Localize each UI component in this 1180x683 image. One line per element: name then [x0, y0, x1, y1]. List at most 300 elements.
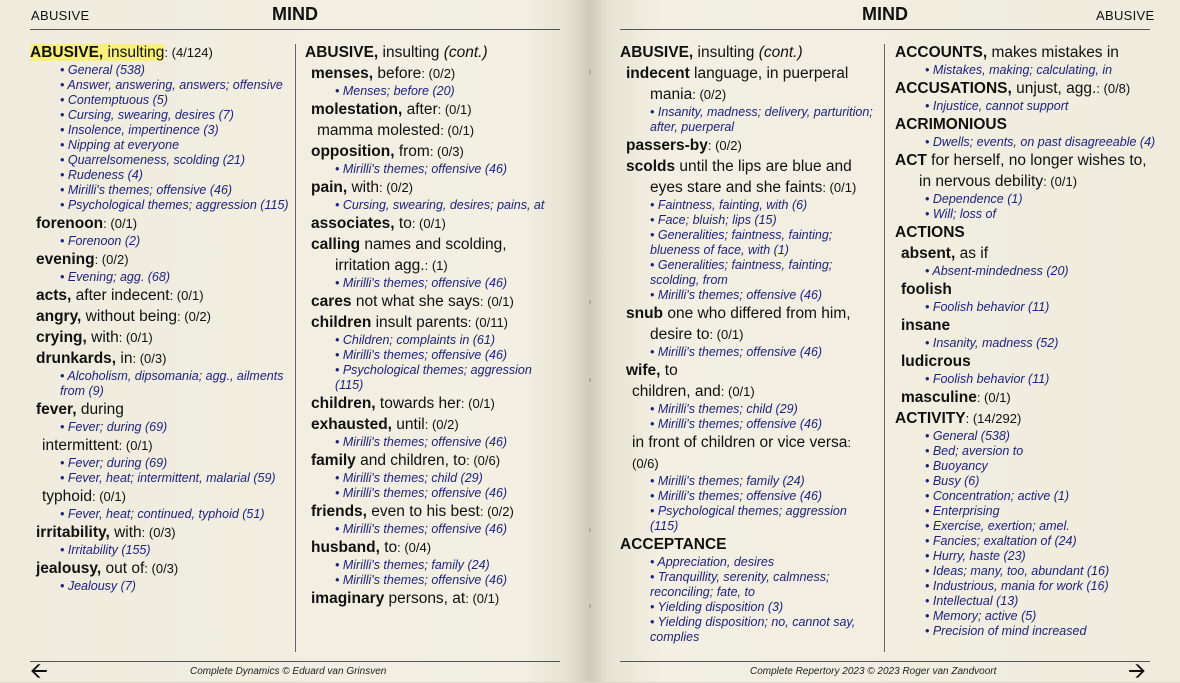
rubric-main-word: ACT	[895, 152, 927, 169]
rubric-title	[36, 329, 119, 346]
rubric-main-word: ACTIONS	[895, 224, 965, 241]
remedy-count: : (0/1)	[479, 294, 514, 309]
cross-reference-link[interactable]: • Concentration; active (1)	[925, 489, 1070, 503]
rubric-title	[632, 383, 721, 400]
rubric-main-word: molestation,	[311, 101, 403, 118]
cross-references	[895, 336, 1157, 351]
rubric-title	[42, 437, 119, 454]
cross-references	[895, 264, 1157, 279]
rubric-title	[311, 143, 430, 160]
cross-reference-link[interactable]: • Answer, answering, answers; offensive	[60, 78, 283, 92]
cross-references	[895, 429, 1157, 639]
rubric-entry[interactable]	[895, 279, 1157, 300]
continued-label: (cont.)	[758, 44, 803, 61]
rubric-entry[interactable]	[305, 393, 563, 414]
cross-reference-link[interactable]: • Mirilli's themes; offensive (46)	[335, 486, 508, 500]
rubric-entry[interactable]	[620, 63, 878, 105]
remedy-count: : (0/1)	[1043, 174, 1078, 189]
rubric-main-word: acts,	[36, 287, 72, 304]
rubric-main-word: ACCEPTANCE	[620, 536, 727, 553]
rubric-entry[interactable]	[30, 213, 290, 234]
cross-references	[30, 507, 290, 522]
rubric-title	[311, 590, 465, 607]
rubric-text: until	[391, 416, 425, 433]
cross-reference-link[interactable]: • Contemptuous (5)	[60, 93, 168, 107]
rubric-entry[interactable]	[30, 249, 290, 270]
rubric-main-word: insane	[901, 317, 951, 334]
cross-references	[30, 420, 290, 435]
cross-reference-link[interactable]: • Face; bluish; lips (15)	[650, 213, 777, 227]
rubric-main-word: menses,	[311, 65, 374, 82]
cross-reference-link[interactable]: • Mirilli's themes; offensive (46)	[335, 573, 508, 587]
rubric-main-word: ABUSIVE,	[305, 44, 379, 61]
rubric-entry[interactable]	[30, 486, 290, 507]
cross-reference-link[interactable]: • Quarrelsomeness, scolding (21)	[60, 153, 246, 167]
rubric-entry[interactable]	[895, 222, 1157, 243]
left-header-rule	[30, 29, 560, 30]
cross-reference-link[interactable]: • Busy (6)	[925, 474, 980, 488]
rubric-title	[311, 65, 421, 82]
rubric-main-word: exhausted,	[311, 416, 392, 433]
rubric-main-word: scolds	[626, 158, 676, 175]
rubric-entry[interactable]	[30, 348, 290, 369]
rubric-title	[626, 158, 852, 196]
rubric-main-word: jealousy,	[36, 560, 102, 577]
rubric-title	[895, 44, 1119, 61]
cross-references	[620, 198, 878, 303]
rubric-main-word: foolish	[901, 281, 952, 298]
right-column-2	[895, 42, 1157, 639]
rubric-title	[317, 122, 440, 139]
rubric-main-word: cares	[311, 293, 352, 310]
rubric-title	[42, 488, 92, 505]
rubric-title	[311, 452, 466, 469]
rubric-title	[626, 65, 848, 103]
cross-references	[30, 270, 290, 285]
rubric-text: before	[373, 65, 422, 82]
cross-reference-link[interactable]: • Psychological themes; aggression (115)	[60, 198, 289, 212]
rubric-entry[interactable]	[620, 534, 878, 555]
cross-reference-link[interactable]: • Evening; agg. (68)	[60, 270, 170, 284]
continued-label: (cont.)	[443, 44, 488, 61]
cross-reference-link[interactable]: • Irritability (155)	[60, 543, 151, 557]
cross-reference-link[interactable]: • Psychological themes; aggression (115)	[335, 363, 532, 392]
cross-reference-link[interactable]: • Mirilli's themes; offensive (46)	[650, 417, 823, 431]
rubric-text: even to his best	[366, 503, 480, 520]
cross-references	[30, 456, 290, 486]
cross-reference-link[interactable]: • Yielding disposition; no, cannot say, complies	[650, 615, 856, 644]
rubric-entry[interactable]	[895, 408, 1157, 429]
cross-reference-link[interactable]: • Rudeness (4)	[60, 168, 143, 182]
rubric-entry[interactable]	[305, 450, 563, 471]
rubric-text: with	[109, 524, 142, 541]
rubric-main-word: drunkards,	[36, 350, 117, 367]
cross-reference-link[interactable]: • Insanity, madness (52)	[925, 336, 1059, 350]
remedy-count: : (0/2)	[707, 138, 742, 153]
rubric-title	[311, 293, 480, 310]
remedy-count: : (0/3)	[144, 561, 179, 576]
rubric-title	[895, 410, 966, 427]
rubric-text: from	[394, 143, 430, 160]
rubric-main-word: imaginary	[311, 590, 385, 607]
rubric-text: not what she says	[351, 293, 480, 310]
rubric-title	[36, 308, 177, 325]
cross-references	[305, 198, 563, 213]
cross-references	[305, 84, 563, 99]
cross-reference-link[interactable]: • Will; loss of	[925, 207, 996, 221]
left-footer-rule	[30, 661, 560, 662]
rubric-title	[311, 236, 507, 274]
cross-reference-link[interactable]: • Ideas; many, too, abundant (16)	[925, 564, 1110, 578]
rubric-entry[interactable]	[620, 360, 878, 381]
rubric-title	[895, 116, 1007, 133]
cross-reference-link[interactable]: • Mirilli's themes; offensive (46)	[650, 288, 823, 302]
cross-reference-link[interactable]: • Generalities; faintness, fainting; scolding, from	[650, 258, 833, 287]
rubric-title	[311, 314, 468, 331]
right-header-rule	[620, 29, 1150, 30]
rubric-text: for herself, no longer wishes to, in nervous debility	[919, 152, 1147, 190]
cross-reference-link[interactable]: • Exercise, exertion; amel.	[925, 519, 1070, 533]
cross-reference-link[interactable]: • Forenoon (2)	[60, 234, 141, 248]
rubric-entry[interactable]	[30, 285, 290, 306]
rubric-text: insult parents	[371, 314, 468, 331]
previous-page-arrow-icon[interactable]: 🡨	[30, 658, 48, 683]
cross-reference-link[interactable]: • Fever, heat; continued, typhoid (51)	[60, 507, 265, 521]
remedy-count: : (0/4)	[397, 540, 432, 555]
cross-reference-link[interactable]: • Mirilli's themes; offensive (46)	[650, 489, 823, 503]
cross-reference-link[interactable]: • Yielding disposition (3)	[650, 600, 784, 614]
cross-reference-link[interactable]: • Alcoholism, dipsomania; agg., ailments from (9)	[60, 369, 284, 398]
cross-reference-link[interactable]: • Dwells; events, on past disagreeable (4)	[925, 135, 1156, 149]
rubric-main-word: angry,	[36, 308, 82, 325]
cross-reference-link[interactable]: • Mirilli's themes; child (29)	[335, 471, 483, 485]
rubric-title	[311, 503, 480, 520]
rubric-entry[interactable]	[305, 120, 563, 141]
cross-reference-link[interactable]: • General (538)	[925, 429, 1010, 443]
rubric-entry[interactable]	[30, 306, 290, 327]
rubric-entry[interactable]	[305, 537, 563, 558]
rubric-main-word: snub	[626, 305, 664, 322]
rubric-entry[interactable]	[305, 99, 563, 120]
column-divider	[884, 44, 885, 652]
rubric-entry[interactable]	[305, 291, 563, 312]
cross-references	[895, 372, 1157, 387]
cross-reference-link[interactable]: • Mirilli's themes; offensive (46)	[335, 276, 508, 290]
cross-reference-link[interactable]: • Faintness, fainting, with (6)	[650, 198, 808, 212]
rubric-entry[interactable]	[895, 150, 1157, 192]
rubric-entry[interactable]	[305, 213, 563, 234]
cross-references	[620, 474, 878, 534]
cross-reference-link[interactable]: • Fever; during (69)	[60, 456, 168, 470]
continued-heading	[620, 42, 878, 63]
remedy-count: : (1)	[424, 258, 448, 273]
remedy-count: : (0/2)	[421, 66, 456, 81]
cross-references	[30, 63, 290, 213]
remedy-count: : (0/2)	[479, 504, 514, 519]
cross-references	[305, 333, 563, 393]
rubric-text: without being	[81, 308, 178, 325]
cross-reference-link[interactable]: • Precision of mind increased	[925, 624, 1087, 638]
rubric-entry[interactable]	[30, 327, 290, 348]
rubric-text: mamma molested	[317, 122, 441, 139]
rubric-main-word: children	[311, 314, 372, 331]
rubric-title	[311, 416, 425, 433]
cross-references	[305, 522, 563, 537]
remedy-count: : (0/1)	[822, 180, 857, 195]
rubric-text: after	[402, 101, 438, 118]
rubric-entry[interactable]	[895, 315, 1157, 336]
rubric-main-word: fever,	[36, 401, 77, 418]
left-column-2	[305, 42, 563, 609]
cross-reference-link[interactable]: • General (538)	[60, 63, 145, 77]
rubric-title	[626, 137, 708, 154]
cross-reference-link[interactable]: • Nipping at everyone	[60, 138, 180, 152]
remedy-count: : (0/8)	[1096, 81, 1131, 96]
rubric-entry[interactable]	[305, 501, 563, 522]
cross-reference-link[interactable]: • Mirilli's themes; family (24)	[335, 558, 490, 572]
rubric-title	[311, 101, 438, 118]
remedy-count: : (0/1)	[169, 288, 204, 303]
rubric-entry[interactable]	[30, 558, 290, 579]
cross-references	[895, 63, 1157, 78]
column-divider	[295, 44, 296, 652]
cross-reference-link[interactable]: • Insolence, impertinence (3)	[60, 123, 219, 137]
gutter-tick	[589, 604, 591, 608]
rubric-entry[interactable]	[895, 243, 1157, 264]
cross-reference-link[interactable]: • Cursing, swearing, desires (7)	[60, 108, 234, 122]
rubric-text: insulting	[103, 44, 165, 61]
rubric-title	[311, 179, 379, 196]
cross-references	[305, 162, 563, 177]
gutter-tick	[589, 378, 591, 382]
remedy-count: : (0/1)	[709, 327, 744, 342]
left-header-chapter-section: ABUSIVE	[31, 8, 90, 23]
cross-reference-link[interactable]: • Mirilli's themes; offensive (46)	[335, 522, 508, 536]
remedy-count: : (0/3)	[141, 525, 176, 540]
rubric-main-word: family	[311, 452, 356, 469]
gutter-tick	[589, 300, 591, 304]
rubric-title	[36, 524, 142, 541]
rubric-entry[interactable]	[895, 78, 1157, 99]
rubric-main-word: forenoon	[36, 215, 104, 232]
remedy-count: : (0/1)	[976, 390, 1011, 405]
cross-reference-link[interactable]: • Tranquillity, serenity, calmness; reconciling; fate, to	[650, 570, 830, 599]
rubric-entry[interactable]	[305, 141, 563, 162]
cross-references	[620, 345, 878, 360]
cross-references	[30, 543, 290, 558]
rubric-text: as if	[955, 245, 988, 262]
rubric-main-word: opposition,	[311, 143, 395, 160]
rubric-text: and children, to	[355, 452, 467, 469]
cross-reference-link[interactable]: • Absent-mindedness (20)	[925, 264, 1069, 278]
rubric-main-word: ACTIVITY	[895, 410, 966, 427]
rubric-entry[interactable]	[30, 435, 290, 456]
rubric-title	[901, 317, 950, 334]
rubric-text: intermittent	[42, 437, 119, 454]
cross-reference-link[interactable]: • Mistakes, making; calculating, in	[925, 63, 1113, 77]
rubric-entry[interactable]	[620, 432, 878, 474]
remedy-count: : (0/2)	[94, 252, 129, 267]
cross-reference-link[interactable]: • Jealousy (7)	[60, 579, 136, 593]
rubric-text: with	[86, 329, 119, 346]
remedy-count: : (0/2)	[379, 180, 414, 195]
remedy-count: : (0/1)	[440, 123, 475, 138]
right-footer-rule	[620, 661, 1150, 662]
cross-reference-link[interactable]: • Mirilli's themes; offensive (46)	[60, 183, 233, 197]
remedy-count: : (0/1)	[720, 384, 755, 399]
cross-reference-link[interactable]: • Mirilli's themes; offensive (46)	[335, 348, 508, 362]
cross-reference-link[interactable]: • Menses; before (20)	[335, 84, 455, 98]
rubric-entry[interactable]	[305, 414, 563, 435]
next-page-arrow-icon[interactable]: 🡪	[1128, 658, 1146, 683]
rubric-entry[interactable]	[305, 177, 563, 198]
rubric-text: to	[660, 362, 678, 379]
rubric-text: in front of children or vice versa	[632, 434, 848, 451]
cross-reference-link[interactable]: • Mirilli's themes; offensive (46)	[335, 162, 508, 176]
rubric-main-word: masculine	[901, 389, 977, 406]
cross-reference-link[interactable]: • Enterprising	[925, 504, 1000, 518]
rubric-title	[36, 287, 170, 304]
rubric-entry[interactable]	[305, 588, 563, 609]
rubric-main-word: evening	[36, 251, 95, 268]
remedy-count: : (0/1)	[103, 216, 138, 231]
rubric-title	[901, 353, 971, 370]
rubric-entry[interactable]	[620, 156, 878, 198]
rubric-main-word: husband,	[311, 539, 380, 556]
rubric-title	[30, 44, 164, 61]
cross-reference-link[interactable]: • Psychological themes; aggression (115)	[650, 504, 847, 533]
cross-reference-link[interactable]: • Fancies; exaltation of (24)	[925, 534, 1077, 548]
cross-reference-link[interactable]: • Mirilli's themes; offensive (46)	[335, 435, 508, 449]
cross-reference-link[interactable]: • Children; complaints in (61)	[335, 333, 495, 347]
rubric-entry[interactable]	[305, 63, 563, 84]
rubric-entry[interactable]	[305, 312, 563, 333]
rubric-text: names and scolding, irritation agg.	[335, 236, 507, 274]
rubric-entry[interactable]	[620, 303, 878, 345]
cross-reference-link[interactable]: • Cursing, swearing, desires; pains, at	[335, 198, 545, 212]
rubric-main-word: crying,	[36, 329, 87, 346]
rubric-main-word: ABUSIVE,	[30, 44, 104, 61]
cross-references	[895, 192, 1157, 222]
rubric-text: until the lips are blue and eyes stare and she faints	[650, 158, 852, 196]
remedy-count: : (0/1)	[460, 396, 495, 411]
cross-reference-link[interactable]: • Memory; active (5)	[925, 609, 1037, 623]
right-header-chapter: MIND	[862, 4, 908, 24]
rubric-main-word: pain,	[311, 179, 348, 196]
remedy-count: : (0/1)	[411, 216, 446, 231]
right-column-1	[620, 42, 878, 645]
rubric-entry[interactable]	[895, 114, 1157, 135]
remedy-count: : (0/6)	[632, 435, 851, 471]
rubric-main-word: absent,	[901, 245, 956, 262]
cross-reference-link[interactable]: • Foolish behavior (11)	[925, 300, 1050, 314]
cross-references	[30, 369, 290, 399]
rubric-main-word: wife,	[626, 362, 661, 379]
left-footer-copyright: Complete Dynamics © Eduard van Grinsven	[190, 666, 387, 677]
remedy-count: : (0/6)	[466, 453, 501, 468]
cross-references	[620, 402, 878, 432]
cross-references	[305, 435, 563, 450]
rubric-text: persons, at	[384, 590, 466, 607]
cross-reference-link[interactable]: • Injustice, cannot support	[925, 99, 1069, 113]
rubric-entry[interactable]	[620, 381, 878, 402]
rubric-entry[interactable]	[895, 387, 1157, 408]
rubric-entry[interactable]	[30, 42, 290, 63]
cross-reference-link[interactable]: • Industrious, mania for work (16)	[925, 579, 1109, 593]
remedy-count: : (0/3)	[132, 351, 167, 366]
left-header-chapter: MIND	[272, 4, 318, 24]
rubric-text: after indecent	[71, 287, 170, 304]
rubric-entry[interactable]	[895, 351, 1157, 372]
rubric-text: insulting	[378, 44, 444, 61]
cross-references	[305, 558, 563, 588]
gutter-tick	[589, 70, 591, 74]
rubric-text: one who differed from him, desire to	[650, 305, 851, 343]
rubric-entry[interactable]	[895, 42, 1157, 63]
cross-reference-link[interactable]: • Mirilli's themes; child (29)	[650, 402, 798, 416]
rubric-title	[901, 281, 952, 298]
rubric-main-word: irritability,	[36, 524, 110, 541]
cross-reference-link[interactable]: • Fever, heat; intermittent, malarial (59)	[60, 471, 276, 485]
cross-reference-link[interactable]: • Fever; during (69)	[60, 420, 168, 434]
rubric-entry[interactable]	[305, 234, 563, 276]
rubric-entry[interactable]	[30, 522, 290, 543]
cross-reference-link[interactable]: • Hurry, haste (23)	[925, 549, 1026, 563]
cross-references	[30, 234, 290, 249]
rubric-entry[interactable]	[620, 135, 878, 156]
cross-reference-link[interactable]: • Mirilli's themes; family (24)	[650, 474, 805, 488]
cross-reference-link[interactable]: • Generalities; faintness, fainting; blueness of face, with (1)	[650, 228, 833, 257]
cross-references	[30, 579, 290, 594]
cross-reference-link[interactable]: • Appreciation, desires	[650, 555, 775, 569]
cross-reference-link[interactable]: • Foolish behavior (11)	[925, 372, 1050, 386]
cross-references	[620, 555, 878, 645]
cross-reference-link[interactable]: • Intellectual (13)	[925, 594, 1019, 608]
remedy-count: : (0/2)	[177, 309, 211, 324]
rubric-text: in	[116, 350, 133, 367]
rubric-title	[311, 215, 412, 232]
cross-reference-link[interactable]: • Dependence (1)	[925, 192, 1023, 206]
right-header-chapter-section: ABUSIVE	[1096, 8, 1155, 23]
remedy-count: : (0/1)	[118, 330, 153, 345]
cross-reference-link[interactable]: • Mirilli's themes; offensive (46)	[650, 345, 823, 359]
remedy-count: : (14/292)	[965, 411, 1022, 426]
rubric-title	[895, 80, 1096, 97]
remedy-count: : (0/1)	[91, 489, 126, 504]
cross-references	[895, 300, 1157, 315]
rubric-text: with	[347, 179, 380, 196]
rubric-main-word: ACRIMONIOUS	[895, 116, 1007, 133]
rubric-title	[36, 215, 103, 232]
cross-references	[305, 471, 563, 501]
rubric-title	[311, 539, 397, 556]
cross-references	[620, 105, 878, 135]
rubric-title	[36, 251, 95, 268]
cross-reference-link[interactable]: • Bed; aversion to	[925, 444, 1024, 458]
cross-reference-link[interactable]: • Buoyancy	[925, 459, 988, 473]
cross-reference-link[interactable]: • Insanity, madness; delivery, parturition; after, puerperal	[650, 105, 873, 134]
remedy-count: : (0/2)	[692, 87, 727, 102]
rubric-entry[interactable]	[30, 399, 290, 420]
rubric-main-word: associates,	[311, 215, 395, 232]
rubric-main-word: ACCUSATIONS,	[895, 80, 1012, 97]
rubric-text: insulting	[693, 44, 759, 61]
rubric-text: to	[394, 215, 412, 232]
rubric-text: language, in puerperal mania	[650, 65, 849, 103]
rubric-main-word: indecent	[626, 65, 690, 82]
rubric-title	[620, 536, 727, 553]
rubric-title	[36, 401, 124, 418]
